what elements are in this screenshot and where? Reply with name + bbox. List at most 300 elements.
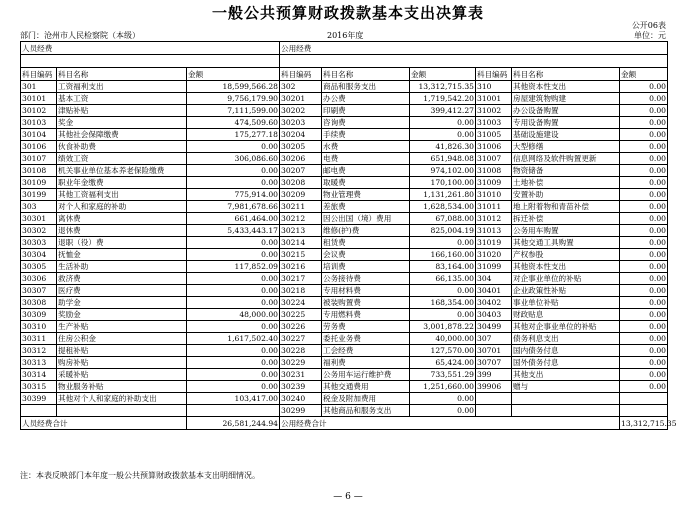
code-cell: 30310 [21,321,57,333]
amount-cell: 0.00 [620,273,668,285]
name-cell: 办公费 [322,93,410,105]
table-row [21,381,668,393]
table-row [21,249,668,261]
amount-cell: 0.00 [620,309,668,321]
amount-cell: 0.00 [620,381,668,393]
amount-cell: 13,312,715.35 [410,81,476,93]
code-cell: 31012 [476,213,512,225]
name-cell: 邮电费 [322,165,410,177]
name-cell: 基础设施建设 [512,129,620,141]
spacer-cell [21,55,280,68]
code-cell: 30303 [21,237,57,249]
name-cell [57,405,187,417]
code-cell: 30229 [280,357,322,369]
amount-cell: 83,164.00 [410,261,476,273]
amount-cell: 0.00 [620,81,668,93]
name-cell: 委托业务费 [322,333,410,345]
code-cell: 30403 [476,309,512,321]
table-row [21,153,668,165]
name-cell: 其他工资福利支出 [57,189,187,201]
amount-cell: 0.00 [410,117,476,129]
table-row [21,93,668,105]
code-cell: 303 [21,201,57,213]
code-cell: 30240 [280,393,322,405]
name-cell: 工会经费 [322,345,410,357]
amount-cell: 7,111,599.00 [187,105,280,117]
amount-cell: 168,354.00 [410,297,476,309]
amount-cell: 399,412.27 [410,105,476,117]
amount-cell: 117,852.09 [187,261,280,273]
name-cell: 被装购置费 [322,297,410,309]
name-cell: 救济费 [57,273,187,285]
name-cell: 手续费 [322,129,410,141]
meta-row [20,30,666,40]
name-cell: 债务利息支出 [512,333,620,345]
spacer-row [21,55,668,68]
name-cell: 其他社会保障缴费 [57,129,187,141]
code-cell: 30215 [280,249,322,261]
amount-cell: 0.00 [187,249,280,261]
code-cell: 304 [476,273,512,285]
amount-cell: 0.00 [410,393,476,405]
code-cell: 30299 [280,405,322,417]
name-cell: 公务用车购置 [512,225,620,237]
amount-cell: 0.00 [620,225,668,237]
name-cell: 奖金 [57,117,187,129]
section-header-row [21,42,668,55]
code-cell: 31010 [476,189,512,201]
table-row [21,225,668,237]
name-cell: 助学金 [57,297,187,309]
table-row [21,105,668,117]
table-row [21,285,668,297]
amount-cell: 775,914.00 [187,189,280,201]
amount-cell: 474,509.60 [187,117,280,129]
code-cell: 30208 [280,177,322,189]
code-cell: 31020 [476,249,512,261]
name-cell: 职业年金缴费 [57,177,187,189]
amount-cell: 0.00 [620,213,668,225]
code-cell: 30226 [280,321,322,333]
code-cell: 30402 [476,297,512,309]
personnel-total-amount: 26,581,244.94 [187,417,280,430]
name-cell: 其他对企事业单位的补贴 [512,321,620,333]
amount-cell [620,405,668,417]
name-cell: 电费 [322,153,410,165]
code-cell: 30239 [280,381,322,393]
table-row [21,81,668,93]
department-label: 部门：沧州市人民检察院（本级） [20,31,140,40]
amount-cell: 0.00 [620,117,668,129]
amount-cell: 1,719,542.20 [410,93,476,105]
code-cell: 30224 [280,297,322,309]
name-cell: 水费 [322,141,410,153]
code-cell [476,405,512,417]
name-cell: 税金及附加费用 [322,393,410,405]
personnel-total-label: 人员经费合计 [21,417,187,430]
name-cell: 劳务费 [322,321,410,333]
code-cell: 30204 [280,129,322,141]
amount-cell: 3,001,878.22 [410,321,476,333]
code-cell: 30201 [280,93,322,105]
section-personnel: 人员经费 [21,42,280,55]
page-number: — 6 — [333,492,363,502]
code-cell: 310 [476,81,512,93]
code-cell: 30312 [21,345,57,357]
name-cell: 其他商品和服务支出 [322,405,410,417]
code-cell: 31003 [476,117,512,129]
amount-cell: 0.00 [620,189,668,201]
table-row [21,333,668,345]
code-cell: 30313 [21,357,57,369]
header-amount: 金额 [187,68,280,81]
name-cell: 安置补助 [512,189,620,201]
code-cell: 31002 [476,105,512,117]
amount-cell: 65,424.00 [410,357,476,369]
name-cell: 事业单位补贴 [512,297,620,309]
name-cell: 专用设备购置 [512,117,620,129]
code-cell: 31001 [476,93,512,105]
code-cell: 30212 [280,213,322,225]
name-cell: 差旅费 [322,201,410,213]
amount-cell: 0.00 [620,369,668,381]
code-cell: 30227 [280,333,322,345]
code-cell: 30103 [21,117,57,129]
code-cell: 30399 [21,393,57,405]
code-cell: 399 [476,369,512,381]
code-cell: 31009 [476,177,512,189]
amount-cell: 825,004.19 [410,225,476,237]
unit-label: 单位：元 [634,31,666,40]
amount-cell: 0.00 [620,141,668,153]
code-cell: 30499 [476,321,512,333]
code-cell [476,393,512,405]
amount-cell: 0.00 [620,285,668,297]
code-cell: 30216 [280,261,322,273]
name-cell: 财政贴息 [512,309,620,321]
amount-cell: 1,131,261.80 [410,189,476,201]
table-row [21,177,668,189]
code-cell: 30231 [280,369,322,381]
code-cell: 30211 [280,201,322,213]
table-row [21,273,668,285]
name-cell: 其他资本性支出 [512,81,620,93]
name-cell: 物业管理费 [322,189,410,201]
table-row [21,297,668,309]
amount-cell: 0.00 [410,309,476,321]
public-total-label: 公用经费合计 [280,417,620,430]
amount-cell: 0.00 [410,129,476,141]
name-cell: 其他交通费用 [322,381,410,393]
code-cell: 30102 [21,105,57,117]
amount-cell: 974,102.00 [410,165,476,177]
amount-cell: 5,433,443.17 [187,225,280,237]
code-cell: 31099 [476,261,512,273]
header-amount: 金额 [410,68,476,81]
name-cell: 专用材料费 [322,285,410,297]
amount-cell: 0.00 [187,345,280,357]
amount-cell: 0.00 [187,165,280,177]
name-cell: 采暖补贴 [57,369,187,381]
code-cell: 30305 [21,261,57,273]
code-cell [21,405,57,417]
table-number: 公开06表 [631,21,666,30]
code-cell: 30707 [476,357,512,369]
name-cell: 住房公积金 [57,333,187,345]
amount-cell: 0.00 [620,333,668,345]
code-cell: 30309 [21,309,57,321]
name-cell: 拆迁补偿 [512,213,620,225]
table-row [21,141,668,153]
amount-cell: 40,000.00 [410,333,476,345]
amount-cell: 733,551.29 [410,369,476,381]
amount-cell: 0.00 [187,381,280,393]
amount-cell: 0.00 [187,357,280,369]
code-cell: 307 [476,333,512,345]
name-cell: 提租补贴 [57,345,187,357]
totals-row [21,417,668,430]
amount-cell: 0.00 [620,129,668,141]
code-cell: 30315 [21,381,57,393]
code-cell: 30302 [21,225,57,237]
table-row [21,237,668,249]
name-cell: 企业政策性补贴 [512,285,620,297]
amount-cell: 0.00 [620,177,668,189]
table-row [21,117,668,129]
table-row [21,129,668,141]
code-cell: 30209 [280,189,322,201]
amount-cell: 0.00 [620,153,668,165]
amount-cell: 0.00 [620,261,668,273]
code-cell: 30199 [21,189,57,201]
name-cell: 地上附着物和青苗补偿 [512,201,620,213]
code-cell: 30314 [21,369,57,381]
amount-cell: 0.00 [187,321,280,333]
name-cell: 物业服务补贴 [57,381,187,393]
name-cell: 退休费 [57,225,187,237]
code-cell: 30106 [21,141,57,153]
code-cell: 30205 [280,141,322,153]
name-cell: 产权参股 [512,249,620,261]
header-code: 科目编码 [280,68,322,81]
amount-cell: 67,088.00 [410,213,476,225]
name-cell: 印刷费 [322,105,410,117]
header-name: 科目名称 [512,68,620,81]
amount-cell: 0.00 [620,321,668,333]
name-cell: 商品和服务支出 [322,81,410,93]
amount-cell: 41,826.30 [410,141,476,153]
table-row [21,357,668,369]
code-cell: 30306 [21,273,57,285]
name-cell: 咨询费 [322,117,410,129]
amount-cell: 175,277.18 [187,129,280,141]
name-cell: 生活补助 [57,261,187,273]
amount-cell: 48,000.00 [187,309,280,321]
code-cell: 30203 [280,117,322,129]
name-cell: 房屋建筑物购建 [512,93,620,105]
code-cell: 30308 [21,297,57,309]
code-cell: 30301 [21,213,57,225]
amount-cell: 127,570.00 [410,345,476,357]
table-row [21,405,668,417]
code-cell: 30202 [280,105,322,117]
year-label: 2016年度 [327,31,364,40]
header-name: 科目名称 [322,68,410,81]
amount-cell: 651,948.08 [410,153,476,165]
name-cell: 公务用车运行维护费 [322,369,410,381]
amount-cell [187,405,280,417]
public-total-amount: 13,312,715.35 [621,418,677,428]
amount-cell: 0.00 [410,285,476,297]
table-row [21,213,668,225]
name-cell: 办公设备购置 [512,105,620,117]
name-cell: 其他交通工具购置 [512,237,620,249]
amount-cell: 0.00 [187,237,280,249]
amount-cell: 170,100.00 [410,177,476,189]
name-cell: 退职（役）费 [57,237,187,249]
name-cell: 绩效工资 [57,153,187,165]
amount-cell: 0.00 [620,105,668,117]
name-cell: 专用燃料费 [322,309,410,321]
table-row [21,189,668,201]
name-cell: 大型修缮 [512,141,620,153]
code-cell: 30701 [476,345,512,357]
amount-cell: 0.00 [620,357,668,369]
amount-cell: 0.00 [620,297,668,309]
name-cell: 购房补贴 [57,357,187,369]
name-cell: 工资福利支出 [57,81,187,93]
code-cell: 30218 [280,285,322,297]
amount-cell: 0.00 [620,93,668,105]
code-cell: 31011 [476,201,512,213]
amount-cell: 0.00 [620,201,668,213]
spacer-cell [280,55,668,68]
code-cell: 30109 [21,177,57,189]
code-cell: 30225 [280,309,322,321]
name-cell: 基本工资 [57,93,187,105]
name-cell: 其他资本性支出 [512,261,620,273]
code-cell: 30311 [21,333,57,345]
amount-cell [620,393,668,405]
name-cell: 其他对个人和家庭的补助支出 [57,393,187,405]
name-cell: 抚恤金 [57,249,187,261]
code-cell: 31006 [476,141,512,153]
table-row [21,201,668,213]
amount-cell: 0.00 [187,273,280,285]
name-cell: 机关事业单位基本养老保险缴费 [57,165,187,177]
name-cell: 因公出国（境）费用 [322,213,410,225]
code-cell: 39906 [476,381,512,393]
amount-cell: 9,756,179.90 [187,93,280,105]
header-code: 科目编码 [21,68,57,81]
name-cell: 津贴补贴 [57,105,187,117]
amount-cell: 661,464.00 [187,213,280,225]
table-row [21,369,668,381]
amount-cell: 0.00 [620,249,668,261]
amount-cell: 0.00 [410,237,476,249]
section-public: 公用经费 [280,42,668,55]
code-cell: 30104 [21,129,57,141]
amount-cell: 0.00 [620,345,668,357]
amount-cell: 103,417.00 [187,393,280,405]
table-row [21,309,668,321]
code-cell: 30207 [280,165,322,177]
amount-cell: 0.00 [187,177,280,189]
code-cell: 31008 [476,165,512,177]
name-cell [512,405,620,417]
name-cell: 其他支出 [512,369,620,381]
header-code: 科目编码 [476,68,512,81]
amount-cell: 0.00 [187,285,280,297]
table-row [21,261,668,273]
amount-cell: 1,617,502.40 [187,333,280,345]
code-cell: 30107 [21,153,57,165]
table-row [21,165,668,177]
amount-cell: 306,086.60 [187,153,280,165]
name-cell: 奖励金 [57,309,187,321]
name-cell: 国内债务付息 [512,345,620,357]
code-cell: 30307 [21,285,57,297]
code-cell: 31007 [476,153,512,165]
code-cell: 30101 [21,93,57,105]
name-cell: 土地补偿 [512,177,620,189]
amount-cell: 166,160.00 [410,249,476,261]
name-cell [512,393,620,405]
code-cell: 30213 [280,225,322,237]
amount-cell: 0.00 [620,237,668,249]
table-row [21,321,668,333]
code-cell: 30206 [280,153,322,165]
name-cell: 伙食补助费 [57,141,187,153]
code-cell: 31019 [476,237,512,249]
name-cell: 对企事业单位的补贴 [512,273,620,285]
name-cell: 公务接待费 [322,273,410,285]
amount-cell: 1,251,660.00 [410,381,476,393]
amount-cell: 1,628,534.00 [410,201,476,213]
footnote: 注：本表反映部门本年度一般公共预算财政拨款基本支出明细情况。 [20,471,260,480]
header-name: 科目名称 [57,68,187,81]
amount-cell: 0.00 [410,405,476,417]
name-cell: 信息网络及软件购置更新 [512,153,620,165]
name-cell: 物资储备 [512,165,620,177]
expenditure-table [20,41,677,430]
amount-cell: 0.00 [187,369,280,381]
code-cell: 30401 [476,285,512,297]
code-cell: 301 [21,81,57,93]
table-row [21,345,668,357]
amount-cell: 0.00 [187,297,280,309]
name-cell: 离休费 [57,213,187,225]
code-cell: 30228 [280,345,322,357]
name-cell: 维修(护)费 [322,225,410,237]
amount-cell: 0.00 [620,165,668,177]
page-title: 一般公共预算财政拨款基本支出决算表 [211,4,484,22]
code-cell: 30108 [21,165,57,177]
code-cell: 30214 [280,237,322,249]
name-cell: 生产补贴 [57,321,187,333]
name-cell: 取暖费 [322,177,410,189]
code-cell: 30217 [280,273,322,285]
name-cell: 培训费 [322,261,410,273]
name-cell: 会议费 [322,249,410,261]
amount-cell: 66,135.00 [410,273,476,285]
header-amount: 金额 [620,68,668,81]
column-header-row [21,68,668,81]
amount-cell: 7,981,678.66 [187,201,280,213]
name-cell: 国外债务付息 [512,357,620,369]
code-cell: 30304 [21,249,57,261]
name-cell: 医疗费 [57,285,187,297]
